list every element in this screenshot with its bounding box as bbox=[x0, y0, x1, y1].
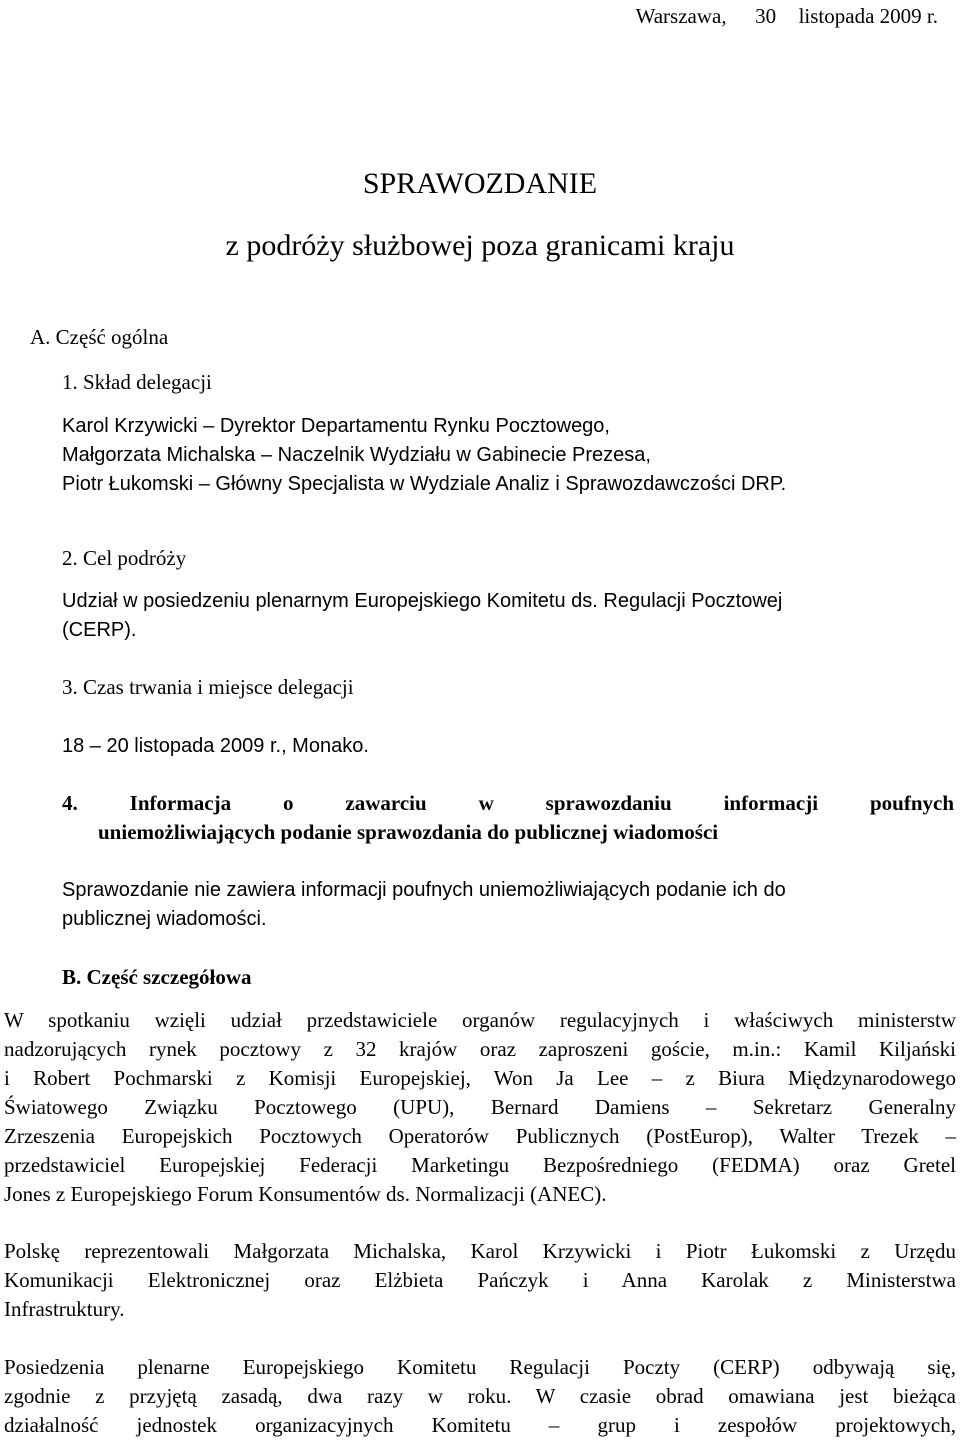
paragraph-line: przedstawiciel Europejskiej Federacji Marketingu Bezpośredniego (FEDMA) oraz Gretel bbox=[4, 1153, 956, 1177]
trip-purpose: Udział w posiedzeniu plenarnym Europejskiego Komitetu ds. Regulacji Pocztowej bbox=[62, 590, 783, 612]
section-4-heading bbox=[62, 789, 954, 847]
part-a-heading: A. Część ogólna bbox=[30, 325, 169, 349]
paragraph-line: Komunikacji Elektronicznej oraz Elżbieta Pańczyk i Anna Karolak z Ministerstwa bbox=[4, 1268, 956, 1292]
paragraph-line: działalność jednostek organizacyjnych Komitetu – grup i zespołów projektowych, bbox=[4, 1413, 956, 1437]
document-title: SPRAWOZDANIE bbox=[362, 167, 598, 200]
document-subtitle: z podróży służbowej poza granicami kraju bbox=[225, 229, 735, 262]
trip-dates-place: 18 – 20 listopada 2009 r., Monako. bbox=[62, 735, 369, 757]
paragraph-line: Polskę reprezentowali Małgorzata Michalska, Karol Krzywicki i Piotr Łukomski z Urzędu bbox=[4, 1239, 956, 1263]
section-1-heading: 1. Skład delegacji bbox=[62, 370, 212, 394]
paragraph-line: W spotkaniu wzięli udział przedstawiciele organów regulacyjnych i właściwych ministerstw bbox=[4, 1008, 956, 1032]
confidentiality-note-cont: publicznej wiadomości. bbox=[62, 908, 267, 930]
paragraph-line: Infrastruktury. bbox=[4, 1297, 125, 1321]
trip-purpose-cont: (CERP). bbox=[62, 619, 137, 641]
paragraph-line: Zrzeszenia Europejskich Pocztowych Operatorów Publicznych (PostEurop), Walter Trezek – bbox=[4, 1124, 956, 1148]
paragraph-line: Posiedzenia plenarne Europejskiego Komitetu Regulacji Poczty (CERP) odbywają się, bbox=[4, 1355, 956, 1379]
paragraph-line: Światowego Związku Pocztowego (UPU), Bernard Damiens – Sekretarz Generalny bbox=[4, 1095, 956, 1119]
date-line bbox=[636, 2, 938, 31]
delegation-member: Małgorzata Michalska – Naczelnik Wydziału w Gabinecie Prezesa, bbox=[62, 444, 651, 466]
section-4-heading-line: 4. Informacja o zawarciu w sprawozdaniu informacji poufnych bbox=[62, 791, 954, 815]
paragraph-poland-representation bbox=[4, 1237, 956, 1324]
paragraph-line: nadzorujących rynek pocztowy z 32 krajów oraz zaproszeni goście, m.in.: Kamil Kiljański bbox=[4, 1037, 956, 1061]
paragraph-line: i Robert Pochmarski z Komisji Europejskiej, Won Ja Lee – z Biura Międzynarodowego bbox=[4, 1066, 956, 1090]
delegation-member: Piotr Łukomski – Główny Specjalista w Wydziale Analiz i Sprawozdawczości DRP. bbox=[62, 473, 787, 495]
date-place: Warszawa, bbox=[635, 4, 727, 28]
section-2-heading: 2. Cel podróży bbox=[62, 546, 187, 570]
delegation-member: Karol Krzywicki – Dyrektor Departamentu Rynku Pocztowego, bbox=[62, 415, 610, 437]
part-b-heading: B. Część szczegółowa bbox=[62, 965, 252, 989]
paragraph-line: Jones z Europejskiego Forum Konsumentów ds. Normalizacji (ANEC). bbox=[4, 1182, 607, 1206]
section-3-heading: 3. Czas trwania i miejsce delegacji bbox=[62, 675, 354, 699]
date-day: 30 bbox=[755, 4, 777, 28]
confidentiality-note: Sprawozdanie nie zawiera informacji poufnych uniemożliwiających podanie ich do bbox=[62, 879, 786, 901]
paragraph-line: zgodnie z przyjętą zasadą, dwa razy w roku. W czasie obrad omawiana jest bieżąca bbox=[4, 1384, 956, 1408]
paragraph-plenary-sessions bbox=[4, 1353, 956, 1440]
paragraph-participants bbox=[4, 1006, 956, 1209]
section-4-heading-line: uniemożliwiających podanie sprawozdania do publicznej wiadomości bbox=[98, 820, 719, 844]
date-month-year: listopada 2009 r. bbox=[798, 4, 938, 28]
